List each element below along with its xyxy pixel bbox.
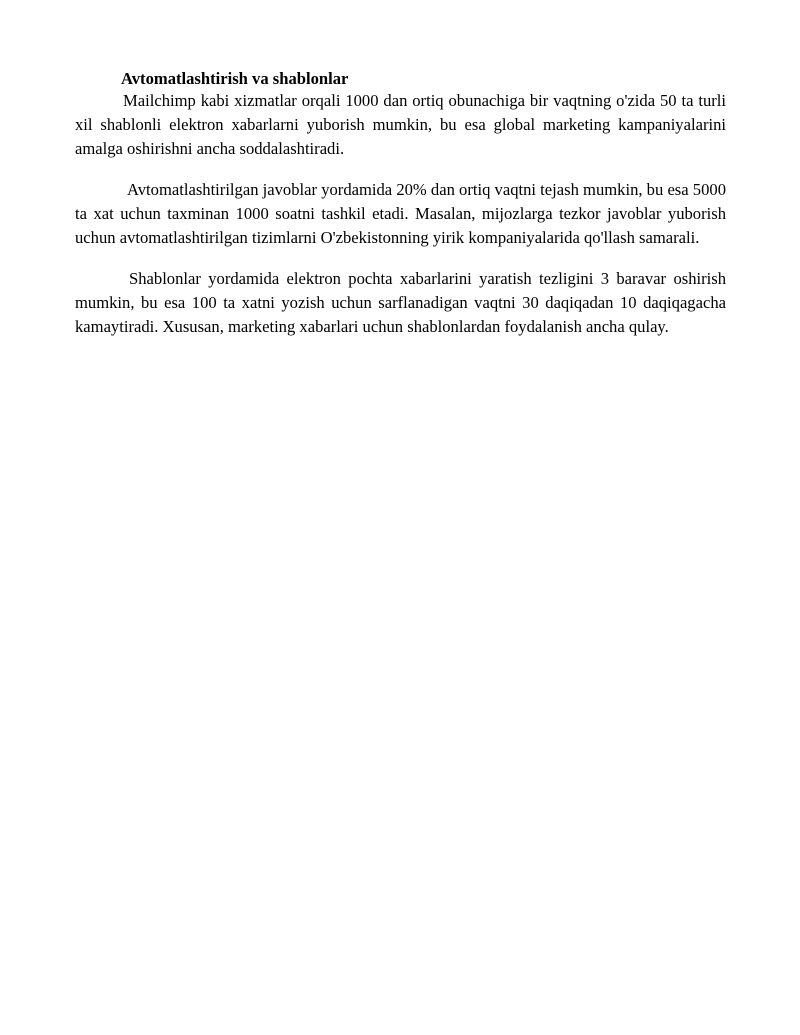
section-heading: Avtomatlashtirish va shablonlar xyxy=(121,69,349,88)
paragraph-1: Mailchimp kabi xizmatlar orqali 1000 dan ortiq obunachiga bir vaqtning o'zida 50 ta turli xil shablonli elektron xabarlarni yuborish mumkin, bu esa global marketing kampaniyalarini amalga oshirishni ancha soddalashtiradi. xyxy=(75,91,726,158)
document-body xyxy=(75,68,726,339)
paragraph-3: Shablonlar yordamida elektron pochta xabarlarini yaratish tezligini 3 baravar oshirish mumkin, bu esa 100 ta xatni yozish uchun sarflanadigan vaqtni 30 daqiqadan 10 daqiqagacha kamaytiradi. Xususan, marketing xabarlari uchun shablonlardan foydalanish ancha qulay. xyxy=(75,269,726,336)
paragraph-2: Avtomatlashtirilgan javoblar yordamida 20% dan ortiq vaqtni tejash mumkin, bu esa 5000 ta xat uchun taxminan 1000 soatni tashkil etadi. Masalan, mijozlarga tezkor javoblar yuborish uchun avtomatlashtirilgan tizimlarni O'zbekistonning yirik kompaniyalarida qo'llash samarali. xyxy=(75,180,726,247)
